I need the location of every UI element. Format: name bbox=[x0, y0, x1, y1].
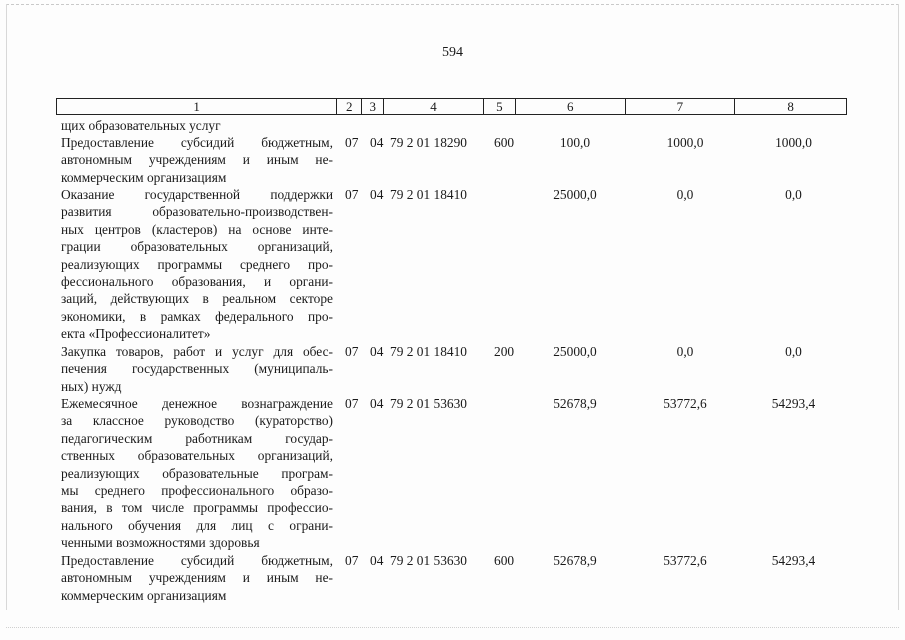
description-line: ственных образовательных организаций, bbox=[61, 448, 333, 464]
description-line: развития образовательно-производствен- bbox=[61, 204, 333, 220]
description-line: за классное руководство (кураторство) bbox=[61, 413, 333, 429]
cell-col-3: 04 bbox=[370, 396, 384, 411]
description-line: педагогическим работникам государ- bbox=[61, 430, 333, 446]
description-line: Предоставление субсидий бюджетным, bbox=[61, 135, 333, 150]
cell-col-4: 79 2 01 18290 bbox=[390, 135, 467, 150]
description-line: екта «Профессионалитет» bbox=[61, 326, 211, 342]
row-description bbox=[61, 395, 333, 552]
description-line: фессионального образования, и органи- bbox=[61, 273, 333, 289]
cell-col-2: 07 bbox=[345, 396, 359, 411]
description-line: вания, в том числе программы профессио- bbox=[61, 500, 333, 516]
page-number: 594 bbox=[442, 45, 463, 60]
cell-col-7: 53772,6 bbox=[663, 396, 707, 411]
description-line: реализующих образовательные програм- bbox=[61, 465, 333, 481]
cell-col-8: 0,0 bbox=[785, 344, 802, 359]
cell-col-4: 79 2 01 53630 bbox=[390, 553, 467, 568]
description-line: автономным учреждениям и иным не- bbox=[61, 152, 333, 168]
header-col-5: 5 bbox=[484, 99, 516, 114]
description-line: мы среднего профессионального образо- bbox=[61, 482, 333, 498]
cell-col-8: 1000,0 bbox=[775, 135, 812, 150]
cell-col-5: 200 bbox=[494, 344, 515, 359]
description-line: Оказание государственной поддержки bbox=[61, 187, 333, 202]
cell-col-2: 07 bbox=[345, 187, 359, 202]
cell-col-7: 1000,0 bbox=[666, 135, 704, 150]
cell-col-5: 600 bbox=[494, 135, 515, 150]
cell-col-6: 25000,0 bbox=[553, 187, 597, 202]
cell-col-6: 52678,9 bbox=[553, 553, 597, 568]
cell-col-5: 600 bbox=[494, 553, 515, 568]
cell-col-2: 07 bbox=[345, 344, 359, 359]
cell-col-3: 04 bbox=[370, 187, 384, 202]
cell-col-4: 79 2 01 18410 bbox=[390, 344, 467, 359]
header-col-8: 8 bbox=[787, 99, 794, 114]
description-line: печения государственных (муниципаль- bbox=[61, 361, 333, 377]
description-line: щих образовательных услуг bbox=[61, 118, 221, 133]
header-col-1: 1 bbox=[57, 99, 337, 114]
row-description bbox=[61, 117, 333, 134]
row-description bbox=[61, 134, 333, 186]
page-edge-bottom bbox=[6, 627, 899, 628]
description-line: автономным учреждениям и иным не- bbox=[61, 570, 333, 586]
description-line: Предоставление субсидий бюджетным, bbox=[61, 553, 333, 568]
header-col-2: 2 bbox=[337, 99, 362, 114]
cell-col-3: 04 bbox=[370, 135, 384, 150]
cell-col-7: 53772,6 bbox=[663, 553, 707, 568]
cell-col-7: 0,0 bbox=[676, 344, 694, 359]
cell-col-4: 79 2 01 53630 bbox=[390, 396, 467, 411]
description-line: нального обучения для лиц с ограни- bbox=[61, 517, 333, 533]
description-line: заций, действующих в реальном секторе bbox=[61, 291, 333, 307]
description-line: реализующих программы среднего про- bbox=[61, 256, 333, 272]
cell-col-2: 07 bbox=[345, 135, 359, 150]
page-edge-left bbox=[6, 4, 7, 610]
page-edge-top bbox=[6, 4, 899, 5]
description-line: Ежемесячное денежное вознаграждение bbox=[61, 396, 333, 411]
description-line: ных) нужд bbox=[61, 378, 122, 394]
cell-col-8: 0,0 bbox=[785, 187, 802, 202]
cell-col-2: 07 bbox=[345, 553, 359, 568]
cell-col-6: 25000,0 bbox=[553, 344, 597, 359]
cell-col-4: 79 2 01 18410 bbox=[390, 187, 467, 202]
description-line: экономики, в рамках федерального про- bbox=[61, 308, 333, 324]
description-line: ченными возможностями здоровья bbox=[61, 535, 260, 551]
header-col-4: 4 bbox=[384, 99, 484, 114]
row-description bbox=[61, 186, 333, 343]
header-col-3: 3 bbox=[362, 99, 384, 114]
cell-col-7: 0,0 bbox=[676, 187, 694, 202]
cell-col-3: 04 bbox=[370, 553, 384, 568]
cell-col-6: 100,0 bbox=[559, 135, 591, 150]
description-line: Закупка товаров, работ и услуг для обес- bbox=[61, 344, 333, 359]
cell-col-3: 04 bbox=[370, 344, 384, 359]
description-line: коммерческим организациям bbox=[61, 169, 227, 185]
description-line: ных центров (кластеров) на основе инте- bbox=[61, 221, 333, 237]
page-edge-right bbox=[898, 4, 899, 610]
row-description bbox=[61, 343, 333, 395]
description-line: грации образовательных организаций, bbox=[61, 239, 333, 255]
row-description bbox=[61, 552, 333, 604]
table-header bbox=[56, 98, 847, 115]
cell-col-8: 54293,4 bbox=[771, 553, 816, 568]
cell-col-6: 52678,9 bbox=[553, 396, 597, 411]
description-line: коммерческим организациям bbox=[61, 587, 227, 603]
header-col-7: 7 bbox=[626, 99, 736, 114]
cell-col-8: 54293,4 bbox=[771, 396, 816, 411]
header-col-6: 6 bbox=[516, 99, 626, 114]
